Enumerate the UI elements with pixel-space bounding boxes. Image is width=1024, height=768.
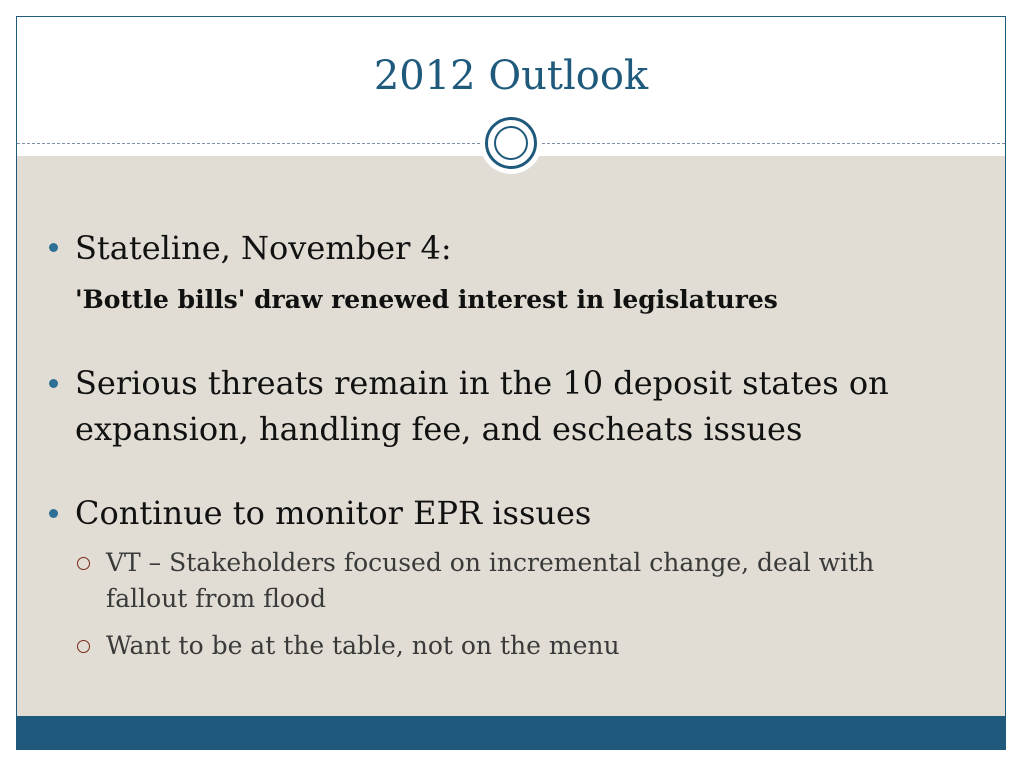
bullet-dot-icon bbox=[49, 379, 58, 388]
bullet-1-headline: 'Bottle bills' draw renewed interest in legislatures bbox=[75, 285, 778, 314]
ornament-ring bbox=[485, 117, 537, 169]
bullet-dot-icon bbox=[49, 243, 58, 252]
circle-ornament-icon bbox=[480, 112, 542, 174]
slide-title: 2012 Outlook bbox=[373, 53, 649, 99]
bullet-2-line-2: expansion, handling fee, and escheats issues bbox=[75, 410, 803, 448]
bullet-dot-icon bbox=[49, 509, 58, 518]
sub-bullet-1-line-1: VT – Stakeholders focused on incremental change, deal with bbox=[106, 548, 875, 577]
bullet-2-line-1: Serious threats remain in the 10 deposit states on bbox=[75, 364, 889, 402]
ornament-inner-ring bbox=[494, 126, 528, 160]
sub-bullet-2-text: Want to be at the table, not on the menu bbox=[106, 631, 620, 660]
footer-bar bbox=[17, 716, 1005, 750]
ring-bullet-icon bbox=[77, 557, 90, 570]
content-area bbox=[17, 156, 1005, 716]
sub-bullet-1-line-2: fallout from flood bbox=[106, 584, 326, 613]
slide bbox=[16, 16, 1006, 750]
ring-bullet-icon bbox=[77, 640, 90, 653]
bullet-3-text: Continue to monitor EPR issues bbox=[75, 494, 592, 532]
bullet-1-text: Stateline, November 4: bbox=[75, 229, 452, 267]
